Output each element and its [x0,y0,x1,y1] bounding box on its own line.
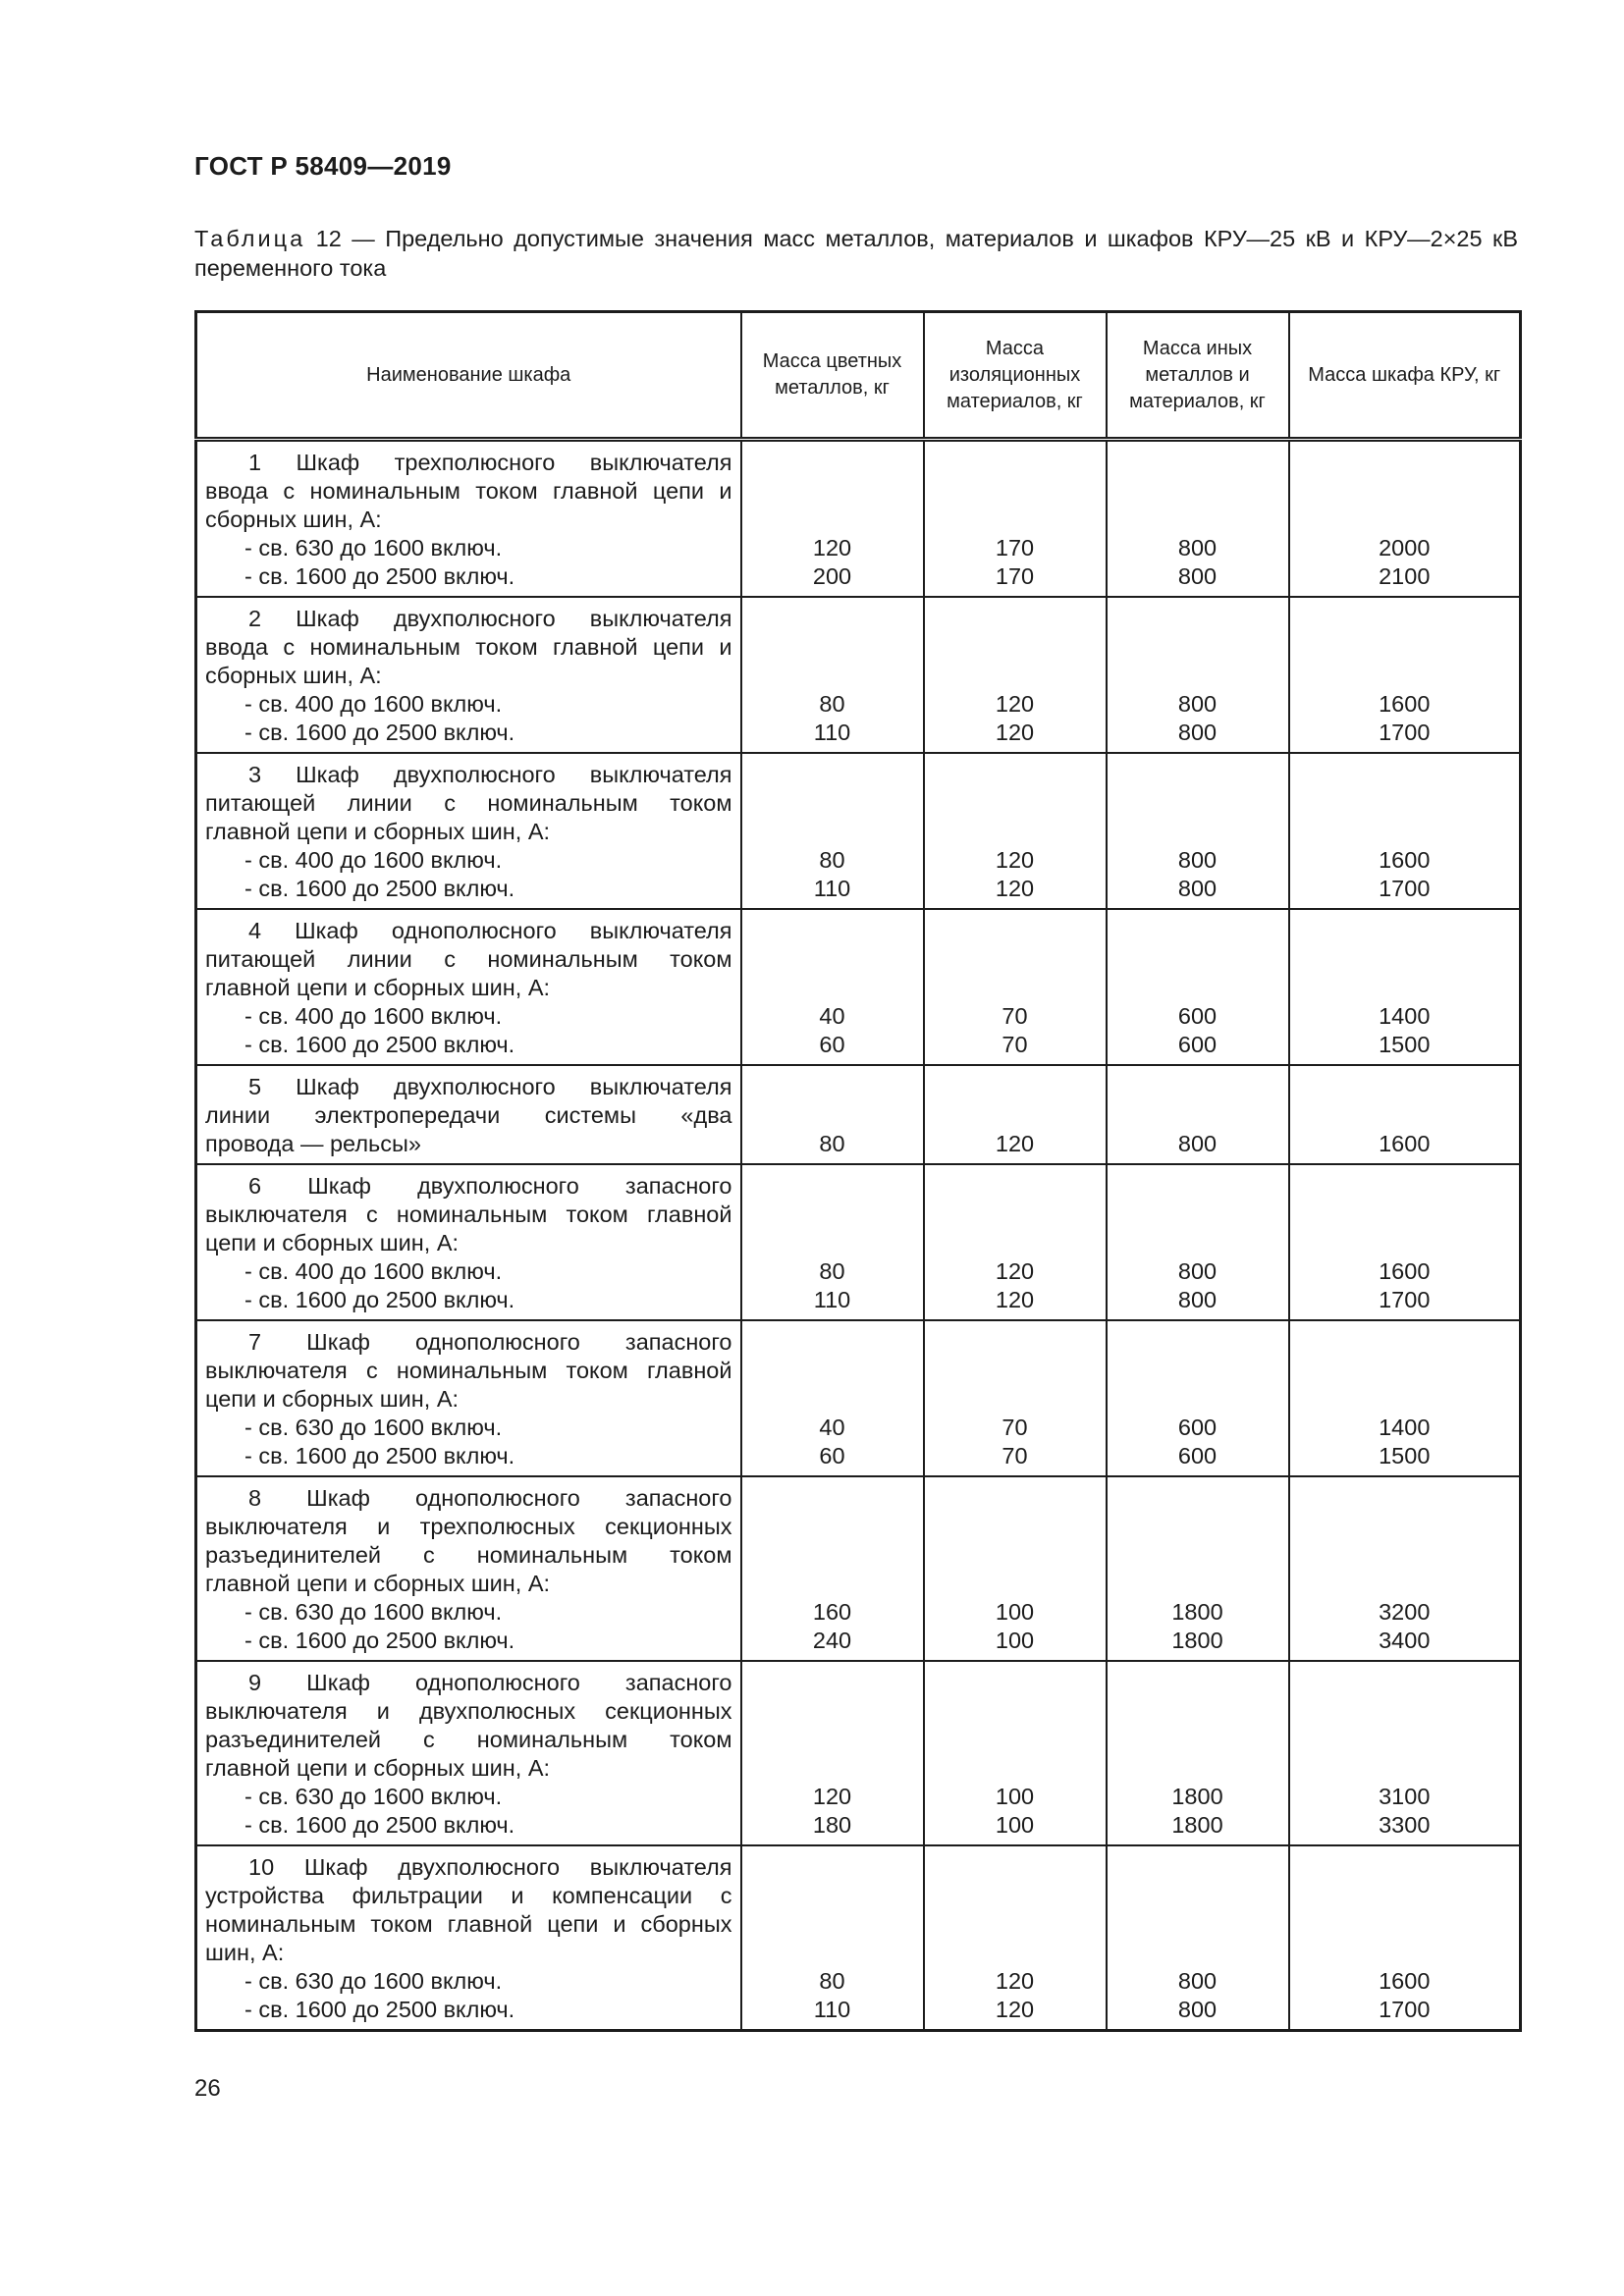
cabinet-title-line: 8 Шкаф однополюсного запасного [248,1485,732,1511]
nonferrous-mass-value: 120 [812,1784,852,1809]
cabinet-mass-cell [1289,1845,1521,2031]
insulation-mass-value: 120 [995,876,1035,901]
table-caption-text: 12 — Предельно допустимые значения масс металлов, материалов и шкафов КРУ—25 кВ и КРУ—2×25 кВ переменного тока [194,226,1518,281]
other-mass-value: 800 [1177,876,1218,901]
other-mass-value: 800 [1177,1997,1218,2022]
insulation-mass-cell [924,1661,1107,1845]
insulation-mass-value: 100 [995,1784,1035,1809]
current-range-option: - св. 400 до 1600 включ. [244,691,503,717]
cabinet-title-line: сборных шин, А: [205,507,382,532]
cabinet-mass-value: 1400 [1379,1003,1431,1029]
insulation-mass-value: 70 [1001,1032,1028,1057]
current-range-option: - св. 400 до 1600 включ. [244,847,503,873]
standard-code: ГОСТ Р 58409—2019 [194,151,452,181]
other-mass-cell [1107,1164,1289,1320]
insulation-mass-value: 120 [995,1287,1035,1312]
insulation-mass-value: 100 [995,1628,1035,1653]
cabinet-mass-value: 1700 [1379,1997,1431,2022]
cabinet-title-line: питающей линии с номинальным током [205,946,732,972]
other-mass-cell [1107,440,1289,598]
nonferrous-mass-cell [741,1661,924,1845]
table-row [196,909,1521,1065]
cabinet-name-cell [196,753,741,909]
cabinet-mass-value: 1400 [1379,1415,1431,1440]
insulation-mass-value: 170 [995,535,1035,561]
other-mass-cell [1107,597,1289,753]
insulation-mass-cell [924,1476,1107,1661]
header-insulation-mass: Масса изоляционных материалов, кг [924,312,1107,440]
current-range-option: - св. 1600 до 2500 включ. [244,720,515,745]
table-row [196,597,1521,753]
current-range-option: - св. 630 до 1600 включ. [244,1784,503,1809]
table-caption-label: Таблица [194,226,306,251]
header-other-mass: Масса иных металлов и материалов, кг [1107,312,1289,440]
nonferrous-mass-value: 180 [812,1812,852,1838]
cabinet-mass-cell [1289,597,1521,753]
current-range-option: - св. 630 до 1600 включ. [244,1599,503,1625]
cabinet-mass-cell [1289,1320,1521,1476]
cabinet-title-line: главной цепи и сборных шин, А: [205,1571,551,1596]
insulation-mass-value: 70 [1001,1443,1028,1468]
cabinet-mass-value: 1600 [1379,847,1431,873]
cabinet-title-line: ввода с номинальным током главной цепи и [205,478,732,504]
cabinet-title-line: 3 Шкаф двухполюсного выключателя [248,762,732,787]
table-caption [194,224,1518,283]
nonferrous-mass-value: 160 [812,1599,852,1625]
current-range-option: - св. 1600 до 2500 включ. [244,1812,515,1838]
cabinet-mass-value: 1700 [1379,1287,1431,1312]
cabinet-title-line: сборных шин, А: [205,663,382,688]
current-range-option: - св. 1600 до 2500 включ. [244,563,515,589]
current-range-option: - св. 400 до 1600 включ. [244,1003,503,1029]
insulation-mass-value: 120 [995,1997,1035,2022]
current-range-option: - св. 1600 до 2500 включ. [244,1287,515,1312]
cabinet-title-line: линии электропередачи системы «два [205,1102,732,1128]
cabinet-title-line: 10 Шкаф двухполюсного выключателя [248,1854,732,1880]
nonferrous-mass-value: 120 [812,535,852,561]
insulation-mass-cell [924,597,1107,753]
nonferrous-mass-value: 80 [819,847,845,873]
cabinet-mass-value: 1700 [1379,720,1431,745]
table-row [196,1845,1521,2031]
insulation-mass-value: 100 [995,1599,1035,1625]
nonferrous-mass-value: 80 [819,1258,845,1284]
cabinet-name-cell [196,1476,741,1661]
cabinet-title-line: 6 Шкаф двухполюсного запасного [248,1173,732,1199]
cabinet-title-line: номинальным током главной цепи и сборных [205,1911,732,1937]
other-mass-cell [1107,1845,1289,2031]
other-mass-value: 1800 [1171,1599,1223,1625]
table-body [196,440,1521,2031]
cabinet-mass-cell [1289,1476,1521,1661]
insulation-mass-value: 120 [995,720,1035,745]
cabinet-title-line: питающей линии с номинальным током [205,790,732,816]
cabinet-mass-value: 1500 [1379,1443,1431,1468]
cabinet-mass-cell [1289,753,1521,909]
table-header-row [196,312,1521,440]
other-mass-value: 800 [1177,1968,1218,1994]
other-mass-cell [1107,909,1289,1065]
cabinet-title-line: цепи и сборных шин, А: [205,1386,460,1412]
nonferrous-mass-cell [741,1845,924,2031]
nonferrous-mass-cell [741,597,924,753]
cabinet-title-line: выключателя и трехполюсных секционных [205,1514,732,1539]
cabinet-mass-value: 3300 [1379,1812,1431,1838]
cabinet-name-cell [196,440,741,598]
cabinet-title-line: цепи и сборных шин, А: [205,1230,460,1255]
cabinet-title-line: 5 Шкаф двухполюсного выключателя [248,1074,732,1099]
other-mass-value: 600 [1177,1443,1218,1468]
cabinet-mass-value: 1600 [1379,691,1431,717]
header-nonferrous-mass: Масса цветных металлов, кг [741,312,924,440]
table-row [196,753,1521,909]
insulation-mass-value: 170 [995,563,1035,589]
cabinet-title-line: 7 Шкаф однополюсного запасного [248,1329,732,1355]
cabinet-mass-value: 1600 [1379,1968,1431,1994]
insulation-mass-cell [924,909,1107,1065]
current-range-option: - св. 400 до 1600 включ. [244,1258,503,1284]
cabinet-name-cell [196,1845,741,2031]
other-mass-value: 1800 [1171,1812,1223,1838]
other-mass-value: 800 [1177,563,1218,589]
other-mass-cell [1107,1065,1289,1164]
other-mass-cell [1107,1476,1289,1661]
nonferrous-mass-value: 80 [819,691,845,717]
other-mass-cell [1107,753,1289,909]
cabinet-mass-value: 3100 [1379,1784,1431,1809]
cabinet-title-line: ввода с номинальным током главной цепи и [205,634,732,660]
other-mass-value: 600 [1177,1003,1218,1029]
other-mass-value: 800 [1177,847,1218,873]
nonferrous-mass-value: 60 [819,1032,845,1057]
cabinet-title-line: шин, А: [205,1940,285,1965]
nonferrous-mass-cell [741,1164,924,1320]
nonferrous-mass-value: 60 [819,1443,845,1468]
current-range-option: - св. 1600 до 2500 включ. [244,1628,515,1653]
nonferrous-mass-cell [741,440,924,598]
cabinet-title-line: выключателя и двухполюсных секционных [205,1698,732,1724]
cabinet-mass-value: 2000 [1379,535,1431,561]
cabinet-title-line: 4 Шкаф однополюсного выключателя [248,918,732,943]
current-range-option: - св. 1600 до 2500 включ. [244,876,515,901]
other-mass-cell [1107,1320,1289,1476]
other-mass-value: 600 [1177,1415,1218,1440]
other-mass-value: 800 [1177,1287,1218,1312]
table-row [196,1065,1521,1164]
nonferrous-mass-value: 110 [813,1287,851,1312]
cabinet-mass-value: 3200 [1379,1599,1431,1625]
other-mass-value: 1800 [1171,1784,1223,1809]
insulation-mass-value: 70 [1001,1415,1028,1440]
cabinet-mass-cell [1289,1164,1521,1320]
header-cabinet-name: Наименование шкафа [196,312,741,440]
cabinet-title-line: провода — рельсы» [205,1131,422,1156]
cabinet-name-cell [196,909,741,1065]
cabinet-title-line: выключателя с номинальным током главной [205,1358,732,1383]
cabinet-title-line: главной цепи и сборных шин, А: [205,1755,551,1781]
table-row [196,1476,1521,1661]
cabinet-name-cell [196,1164,741,1320]
other-mass-value: 800 [1177,691,1218,717]
insulation-mass-value: 120 [995,1258,1035,1284]
insulation-mass-value: 120 [995,847,1035,873]
other-mass-value: 800 [1177,1258,1218,1284]
other-mass-value: 800 [1177,535,1218,561]
insulation-mass-cell [924,1320,1107,1476]
other-mass-cell [1107,1661,1289,1845]
nonferrous-mass-cell [741,909,924,1065]
cabinet-mass-value: 1500 [1379,1032,1431,1057]
nonferrous-mass-value: 80 [819,1968,845,1994]
insulation-mass-value: 120 [995,1968,1035,1994]
cabinet-mass-value: 1600 [1379,1131,1431,1156]
cabinet-mass-value: 2100 [1379,563,1431,589]
mass-limits-table [194,310,1522,2032]
nonferrous-mass-value: 110 [813,1997,851,2022]
current-range-option: - св. 630 до 1600 включ. [244,535,503,561]
nonferrous-mass-value: 110 [813,876,851,901]
current-range-option: - св. 1600 до 2500 включ. [244,1997,515,2022]
cabinet-title-line: выключателя с номинальным током главной [205,1201,732,1227]
header-cabinet-mass: Масса шкафа КРУ, кг [1289,312,1521,440]
nonferrous-mass-value: 240 [812,1628,852,1653]
insulation-mass-value: 120 [995,691,1035,717]
nonferrous-mass-cell [741,1476,924,1661]
cabinet-mass-cell [1289,440,1521,598]
cabinet-title-line: 9 Шкаф однополюсного запасного [248,1670,732,1695]
table-row [196,1164,1521,1320]
cabinet-title-line: главной цепи и сборных шин, А: [205,975,551,1000]
nonferrous-mass-value: 200 [812,563,852,589]
insulation-mass-value: 120 [995,1131,1035,1156]
other-mass-value: 800 [1177,720,1218,745]
table-row [196,1661,1521,1845]
nonferrous-mass-cell [741,1065,924,1164]
cabinet-title-line: разъединителей с номинальным током [205,1542,732,1568]
cabinet-mass-value: 3400 [1379,1628,1431,1653]
cabinet-name-cell [196,1320,741,1476]
cabinet-mass-value: 1600 [1379,1258,1431,1284]
insulation-mass-cell [924,1065,1107,1164]
other-mass-value: 800 [1177,1131,1218,1156]
nonferrous-mass-value: 40 [819,1415,845,1440]
nonferrous-mass-value: 110 [813,720,851,745]
insulation-mass-cell [924,440,1107,598]
nonferrous-mass-value: 40 [819,1003,845,1029]
page-number: 26 [194,2075,221,2102]
current-range-option: - св. 630 до 1600 включ. [244,1968,503,1994]
cabinet-mass-cell [1289,1661,1521,1845]
cabinet-title-line: 2 Шкаф двухполюсного выключателя [248,606,732,631]
current-range-option: - св. 1600 до 2500 включ. [244,1032,515,1057]
cabinet-name-cell [196,1661,741,1845]
cabinet-title-line: разъединителей с номинальным током [205,1727,732,1752]
current-range-option: - св. 1600 до 2500 включ. [244,1443,515,1468]
insulation-mass-cell [924,1845,1107,2031]
table-row [196,1320,1521,1476]
cabinet-mass-cell [1289,909,1521,1065]
insulation-mass-cell [924,1164,1107,1320]
cabinet-name-cell [196,597,741,753]
cabinet-mass-cell [1289,1065,1521,1164]
insulation-mass-value: 70 [1001,1003,1028,1029]
cabinet-mass-value: 1700 [1379,876,1431,901]
nonferrous-mass-cell [741,1320,924,1476]
cabinet-title-line: главной цепи и сборных шин, А: [205,819,551,844]
insulation-mass-value: 100 [995,1812,1035,1838]
current-range-option: - св. 630 до 1600 включ. [244,1415,503,1440]
cabinet-title-line: устройства фильтрации и компенсации с [205,1883,732,1908]
nonferrous-mass-cell [741,753,924,909]
insulation-mass-cell [924,753,1107,909]
cabinet-name-cell [196,1065,741,1164]
cabinet-title-line: 1 Шкаф трехполюсного выключателя [248,450,732,475]
other-mass-value: 1800 [1171,1628,1223,1653]
nonferrous-mass-value: 80 [819,1131,845,1156]
other-mass-value: 600 [1177,1032,1218,1057]
table-row [196,440,1521,598]
